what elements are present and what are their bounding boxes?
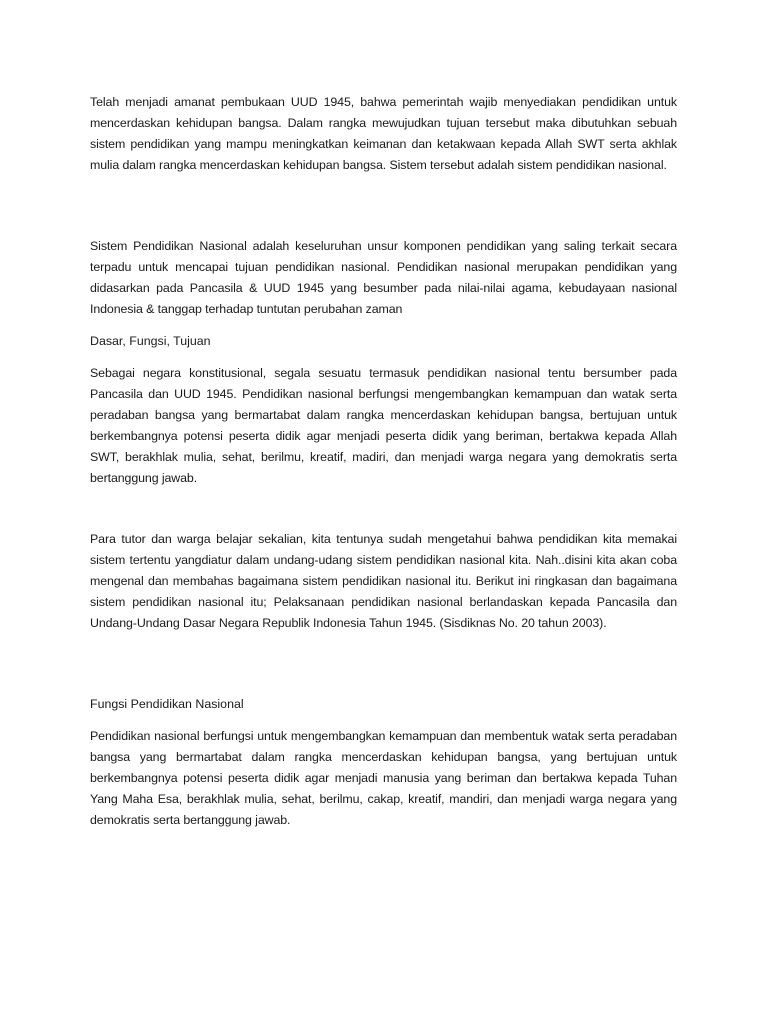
heading-fungsi-pendidikan: Fungsi Pendidikan Nasional [90,697,244,711]
paragraph-tutor: Para tutor dan warga belajar sekalian, kita tentunya sudah mengetahui bahwa pendidikan kita memakai sistem tertentu yangdiatur dalam undang-udang sistem pendidikan nasional kita. Nah..disini kita akan coba mengenal dan membahas bagaimana sistem pendidikan nasional itu. Berikut ini ringkasan dan bagaimana sistem pendidikan nasional itu; Pelaksanaan pendidikan nasional berlandaskan kepada Pancasila dan Undang-Undang Dasar Negara Republik Indonesia Tahun 1945. (Sisdiknas No. 20 tahun 2003). [90,532,677,630]
paragraph-fungsi: Pendidikan nasional berfungsi untuk mengembangkan kemampuan dan membentuk watak serta peradaban bangsa yang bermartabat dalam rangka mencerdaskan kehidupan bangsa, yang bertujuan untuk berkembangnya potensi peserta didik agar menjadi manusia yang beriman dan bertakwa kepada Tuhan Yang Maha Esa, berakhlak mulia, sehat, berilmu, cakap, kreatif, mandiri, dan menjadi warga negara yang demokratis serta bertanggung jawab. [90,729,677,827]
paragraph-dasar: Sebagai negara konstitusional, segala sesuatu termasuk pendidikan nasional tentu bersumber pada Pancasila dan UUD 1945. Pendidikan nasional berfungsi mengembangkan kemampuan dan watak serta peradaban bangsa yang bermartabat dalam rangka mencerdaskan kehidupan bangsa, bertujuan untuk berkembangnya potensi peserta didik agar menjadi peserta didik yang beriman, bertakwa kepada Allah SWT, berakhlak mulia, sehat, berilmu, kreatif, madiri, dan menjadi warga negara yang demokratis serta bertanggung jawab. [90,366,677,485]
paragraph-intro: Telah menjadi amanat pembukaan UUD 1945, bahwa pemerintah wajib menyediakan pendidikan untuk mencerdaskan kehidupan bangsa. Dalam rangka mewujudkan tujuan tersebut maka dibutuhkan sebuah sistem pendidikan yang mampu meningkatkan keimanan dan ketakwaan kepada Allah SWT serta akhlak mulia dalam rangka mencerdaskan kehidupan bangsa. Sistem tersebut adalah sistem pendidikan nasional. [90,95,677,172]
paragraph-definition: Sistem Pendidikan Nasional adalah keseluruhan unsur komponen pendidikan yang saling terkait secara terpadu untuk mencapai tujuan pendidikan nasional. Pendidikan nasional merupakan pendidikan yang didasarkan pada Pancasila & UUD 1945 yang besumber pada nilai-nilai agama, kebudayaan nasional Indonesia & tanggap terhadap tuntutan perubahan zaman [90,239,677,316]
heading-dasar-fungsi-tujuan: Dasar, Fungsi, Tujuan [90,334,211,348]
